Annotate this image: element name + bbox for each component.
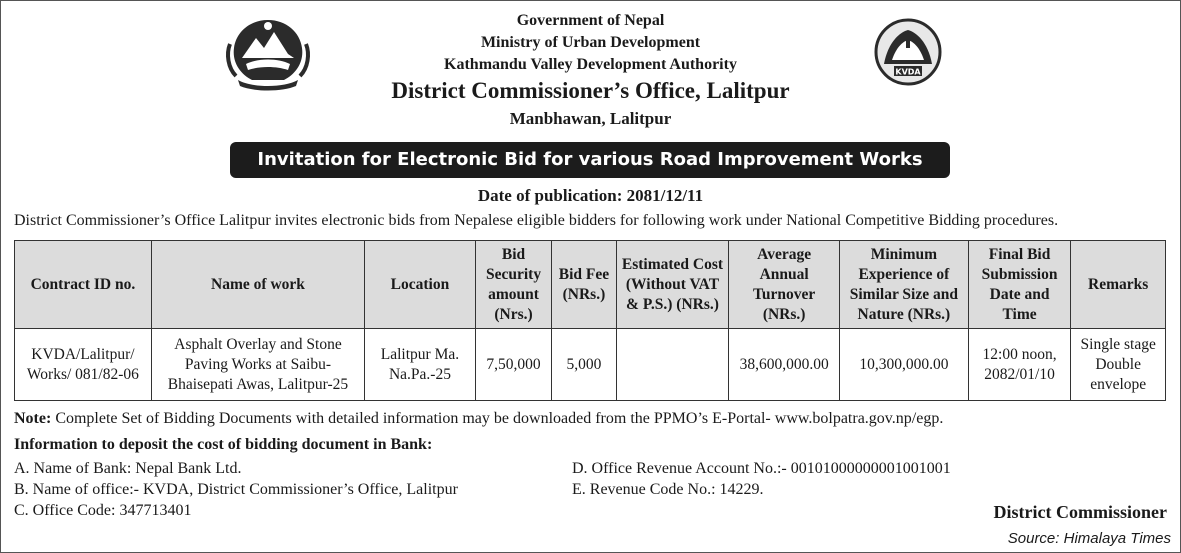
table-row: [15, 329, 1166, 401]
bank-info-title: Information to deposit the cost of bidding document in Bank:: [14, 436, 433, 453]
col-contract-id: Contract ID no.: [15, 241, 152, 329]
col-average-turnover: Average Annual Turnover (NRs.): [729, 241, 840, 329]
col-estimated-cost: Estimated Cost (Without VAT & P.S.) (NRs.): [616, 241, 729, 329]
header-office: District Commissioner’s Office, Lalitpur: [391, 78, 790, 103]
col-remarks: Remarks: [1071, 241, 1166, 329]
publication-date: Date of publication: 2081/12/11: [477, 186, 704, 205]
source-credit: Source: Himalaya Times: [1007, 530, 1171, 547]
cell-location: Lalitpur Ma. Na.Pa.-25: [365, 329, 476, 401]
cell-average-turnover: 38,600,000.00: [729, 329, 840, 401]
cell-bid-fee: 5,000: [552, 329, 616, 401]
col-submission-date: Final Bid Submission Date and Time: [968, 241, 1071, 329]
header-ministry: Ministry of Urban Development: [480, 34, 701, 51]
notice-banner: Invitation for Electronic Bid for various Road Improvement Works: [230, 142, 950, 178]
intro-text: District Commissioner’s Office Lalitpur invites electronic bids from Nepalese eligible bidders for following work under National Competitive Bidding procedures.: [14, 212, 1059, 229]
col-location: Location: [365, 241, 476, 329]
note-text: Complete Set of Bidding Documents with detailed information may be downloaded from the PPMO’s E-Portal- www.bolpatra.gov.np/egp.: [51, 410, 944, 427]
bank-info-right: [572, 458, 951, 500]
table-header-row: [15, 241, 1166, 329]
signature: District Commissioner: [993, 502, 1167, 522]
header: [0, 10, 1181, 132]
col-bid-fee: Bid Fee (NRs.): [552, 241, 616, 329]
cell-contract-id: KVDA/Lalitpur/ Works/ 081/82-06: [15, 329, 152, 401]
cell-bid-security: 7,50,000: [475, 329, 551, 401]
note: [14, 410, 943, 428]
header-address: Manbhawan, Lalitpur: [509, 109, 672, 128]
bank-name: A. Name of Bank: Nepal Bank Ltd.: [14, 460, 242, 477]
cell-estimated-cost: [616, 329, 729, 401]
cell-remarks: Single stage Double envelope: [1071, 329, 1166, 401]
cell-name-of-work: Asphalt Overlay and Stone Paving Works at Saibu-Bhaisepati Awas, Lalitpur-25: [151, 329, 364, 401]
bank-info-left: [14, 458, 458, 521]
col-minimum-experience: Minimum Experience of Similar Size and Nature (NRs.): [839, 241, 968, 329]
kvda-logo-text: KVDA: [895, 67, 921, 77]
cell-submission-date: 12:00 noon, 2082/01/10: [968, 329, 1071, 401]
cell-minimum-experience: 10,300,000.00: [839, 329, 968, 401]
col-bid-security: Bid Security amount (Nrs.): [475, 241, 551, 329]
revenue-account: D. Office Revenue Account No.:- 00101000000001001001: [572, 460, 951, 477]
header-government: Government of Nepal: [516, 12, 665, 29]
office-name: B. Name of office:- KVDA, District Commissioner’s Office, Lalitpur: [14, 481, 458, 498]
col-name-of-work: Name of work: [151, 241, 364, 329]
note-label: Note:: [14, 410, 52, 427]
bid-table: [14, 240, 1166, 401]
office-code: C. Office Code: 347713401: [14, 502, 192, 519]
header-authority: Kathmandu Valley Development Authority: [444, 56, 737, 73]
revenue-code: E. Revenue Code No.: 14229.: [572, 481, 764, 498]
